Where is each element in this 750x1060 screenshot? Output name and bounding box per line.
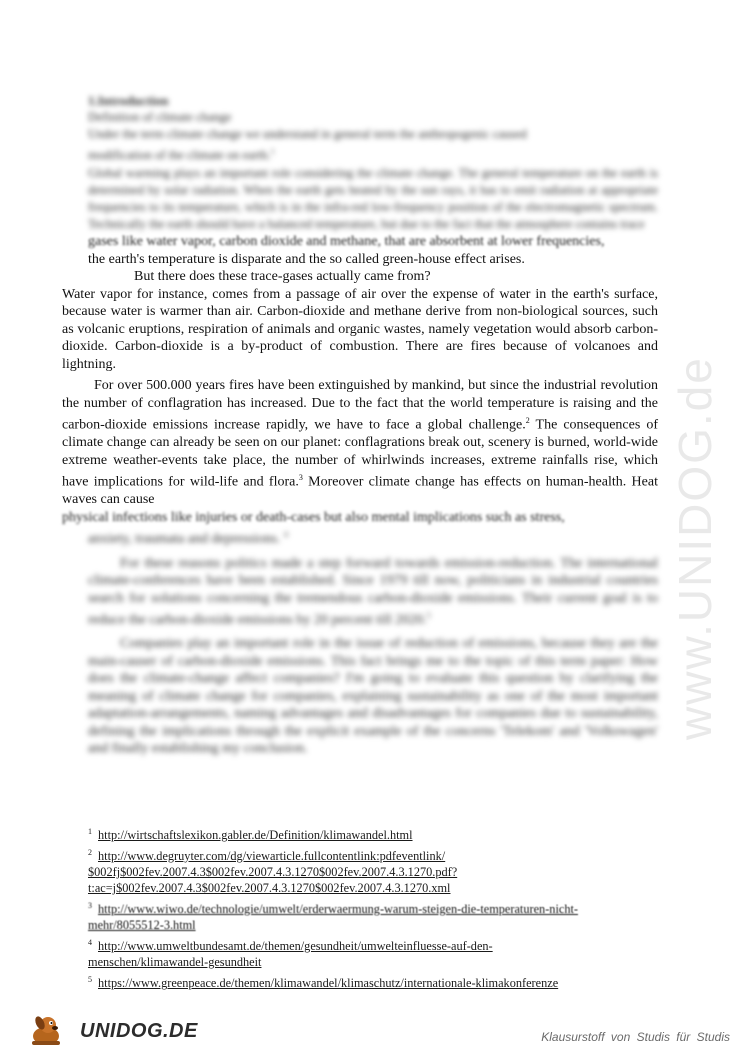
footnote-link-cont[interactable]: $002fj$002fev.2007.4.3$002fev.2007.4.3.1270$002fev.2007.4.3.1270.pdf? [88,865,458,880]
footnote-link-cont[interactable]: mehr/8055512-3.html [88,918,196,933]
main-text [62,92,658,758]
footnote-2: $^2$ http://www.degruyter.com/dg/viewarticle.fullcontentlink:pdfeventlink/ $002fj$002fev.2007.4.3$002fev.2007.4.3.1270$002fev.2007.4.3.1270.pdf? t:ac=j$002fev.2007.4.3$002fev.2007.4.3.1270$002fev.2007.4.3.1270.xml [88,848,458,896]
footnote-5: $^5$ https://www.greenpeace.de/themen/klimawandel/klimaschutz/internationale-klimakonferenze [88,975,559,991]
blurred-paragraph-3: For these reasons politics made a step forward towards emission-reduction. The international climate-conferences have been established. Since 1979 till now, politicians in industrial countries search for solutions concerning the tremendous carbon-dioxide emissions. Their current goal is to reduce the carbon-dioxide emissions by 20 percent till 2020.$^5$ [88,555,658,628]
transition-line: gases like water vapor, carbon dioxide and methane, that are absorbent at lower frequencies, [88,234,605,250]
paragraph-water-vapor: Water vapor for instance, comes from a passage of air over the expense of water in the earth's surface, because water is warmer than air. Carbon-dioxide and methane derive from non-biological sources, such as volcanic eruptions, respiration of animals and organic wastes, namely vegetation would absorb carbon-dioxide. Carbon-dioxide is a by-product of combustion. There are fires because of volcanoes and lightning. [62,286,658,372]
transition-line-2: physical infections like injuries or death-cases but also mental implications such as stress, [62,509,565,525]
footnote-link[interactable]: https://www.greenpeace.de/themen/klimawandel/klimaschutz/internationale-klimakonferenze [98,976,559,991]
unidog-logo[interactable] [26,1014,196,1046]
footnote-link[interactable]: http://wirtschaftslexikon.gabler.de/Definition/klimawandel.html [98,828,413,843]
dog-mascot-icon [26,1014,66,1048]
footnote-link[interactable]: http://www.umweltbundesamt.de/themen/gesundheit/umwelteinfluesse-auf-den- [98,939,493,954]
blurred-paragraph-2: anxiety, traumata and depressions. $^4$ [88,530,288,548]
footnote-link[interactable]: http://www.degruyter.com/dg/viewarticle.fullcontentlink:pdfeventlink/ [98,849,446,864]
blurred-paragraph-4: Companies play an important role in the issue of reduction of emissions, because they are the main-causer of carbon-dioxide emissions. This fact brings me to the topic of this term paper: How does the climate-change affect companies? I'm going to evaluate this question by clarifying the meaning of climate change for companies, explaining sustainability as one of the most important adaptation-arrangements, naming advantages and disadvantages for companies due to sustainability, defining the implications through the explicit example of the concerns 'Telekom' and 'Volkswagen' and finally establishing my conclusion. [88,636,658,757]
paragraph-question: But there does these trace-gases actually came from? [134,269,431,285]
definition-line-1: Under the term climate change we understand in general term the anthropogenic caused [88,127,527,141]
footnote-1: $^1$ http://wirtschaftslexikon.gabler.de/Definition/klimawandel.html [88,827,413,843]
logo-wordmark: UNIDOG.DE [80,1020,198,1042]
subheading: Definition of climate change [88,110,232,124]
footnotes [88,824,668,993]
footnote-link[interactable]: http://www.wiwo.de/technologie/umwelt/erderwaermung-warum-steigen-die-temperaturen-nicht- [98,902,578,917]
footnote-link-cont[interactable]: t:ac=j$002fev.2007.4.3$002fev.2007.4.3.1270$002fev.2007.4.3.1270.xml [88,881,451,896]
definition-line-2: modification of the climate on earth.$^1$ [88,147,275,163]
blurred-paragraph-1: Global warming plays an important role considering the climate change. The general temperature on the earth is determined by solar radiation. When the earth gets heated by the sun rays, it has to emit radiation at appropriate frequencies to its temperature, which is in the infra-red low-frequency position of the electromagnetic spectrum. Technically the earth should have a balanced temperature, but due to the fact that the atmosphere contains trace [88,166,658,232]
blurred-lower-block [88,526,658,757]
footnote-link-cont[interactable]: menschen/klimawandel-gesundheit [88,955,262,970]
paragraph-fires: For over 500.000 years fires have been extinguished by mankind, but since the industrial revolution the number of conflagration has increased. Due to the fact that the world temperature is raising and the carbon-dioxide emissions increase rapidly, we have to face a global challenge.$^2$ The consequences of climate change can already be seen on our planet: conflagrations break out, scenery is burned, world-wide extreme weather-events take place, the number of whirlwinds increases, extreme rainfalls rise, which have implications for wild-life and flora.$^3$ Moreover climate change has effects on human-health. Heat waves can cause [62,378,658,508]
footnote-3: $^3$ http://www.wiwo.de/technologie/umwelt/erderwaermung-warum-steigen-die-temperaturen-nicht- mehr/8055512-3.html [88,901,578,933]
footnote-4: $^4$ http://www.umweltbundesamt.de/themen/gesundheit/umwelteinfluesse-auf-den- menschen/klimawandel-gesundheit [88,938,493,970]
blurred-intro-block [88,92,658,233]
watermark: www.UNIDOG.de [669,356,721,740]
footer-tagline: Klausurstoff von Studis für Studis [541,1030,730,1044]
paragraph-greenhouse: the earth's temperature is disparate and the so called green-house effect arises. [88,251,525,267]
section-heading: 1.Introduction [88,93,169,108]
